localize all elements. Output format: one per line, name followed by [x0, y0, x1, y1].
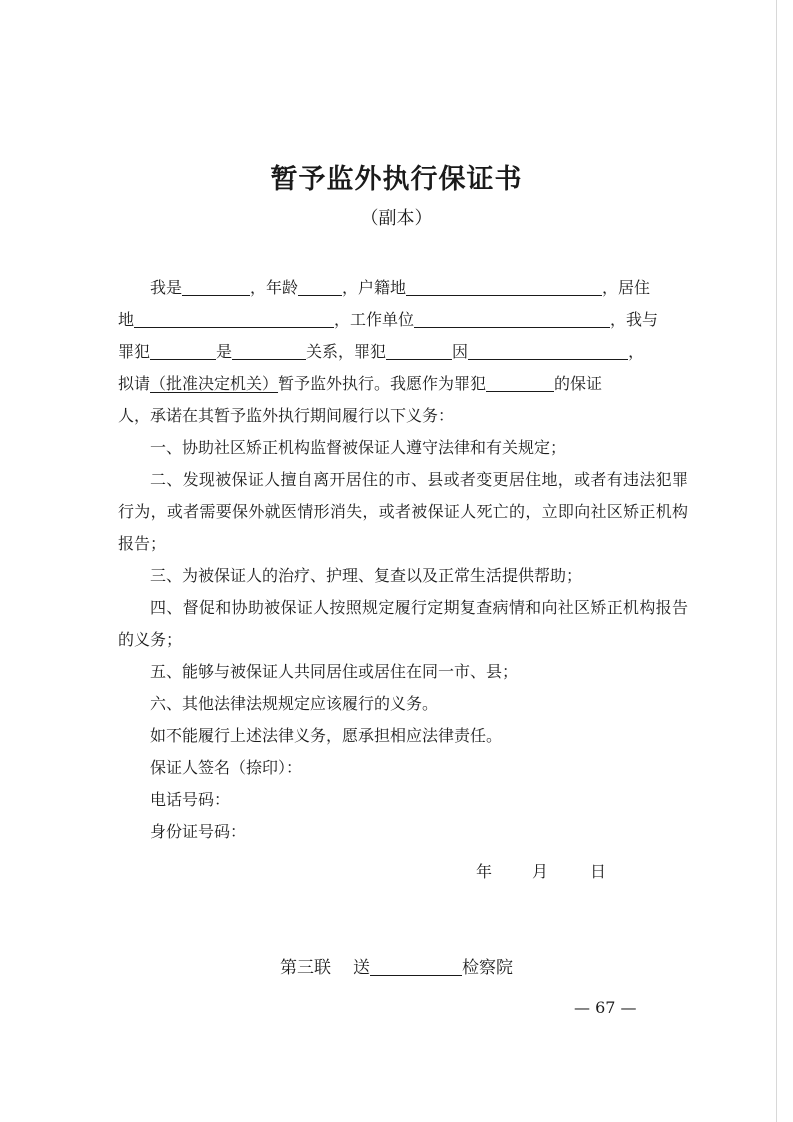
relationship-blank[interactable] [232, 339, 306, 360]
obligation-2: 二、发现被保证人擅自离开居住的市、县或者变更居住地，或者有违法犯罪行为，或者需要保外就医情形消失，或者被保证人死亡的，立即向社区矫正机构报告； [118, 470, 688, 553]
intro-text: 暂予监外执行。我愿作为罪犯 [278, 374, 487, 393]
intro-text: ，户籍地 [342, 278, 407, 297]
obligation-1: 一、协助社区矫正机构监督被保证人遵守法律和有关规定； [150, 438, 567, 457]
obligation-4: 四、督促和协助被保证人按照规定履行定期复查病情和向社区矫正机构报告的义务； [118, 598, 688, 649]
intro-text: 的保证 [554, 374, 603, 393]
intro-text: ，居住 [602, 278, 651, 297]
intro-text: ，工作单位 [334, 310, 415, 329]
date-year[interactable]: 年 [476, 862, 493, 881]
date-day[interactable]: 日 [590, 862, 607, 881]
intro-line-4 [118, 368, 688, 400]
intro-text: ， [628, 342, 645, 361]
document-subtitle: （副本） [360, 208, 433, 229]
criminal-name-blank-2[interactable] [386, 339, 452, 360]
criminal-name-blank[interactable] [150, 339, 216, 360]
guarantor-signature-field[interactable]: 保证人签名（捺印）： [150, 758, 303, 777]
copy-routing-line [0, 955, 793, 981]
intro-text: 我是 [150, 278, 183, 297]
intro-line-2 [118, 304, 688, 336]
document-title: 暂予监外执行保证书 [270, 164, 523, 195]
household-registration-blank[interactable] [406, 275, 602, 296]
criminal-name-blank-3[interactable] [486, 371, 554, 392]
residence-blank[interactable] [134, 307, 334, 328]
name-blank[interactable] [182, 275, 250, 296]
phone-number-field[interactable]: 电话号码： [150, 790, 231, 809]
intro-text: 罪犯 [118, 342, 151, 361]
intro-text: 拟请 [118, 374, 151, 393]
intro-line-1 [118, 272, 688, 304]
send-label: 送 [353, 958, 370, 978]
liability-statement: 如不能履行上述法律义务，愿承担相应法律责任。 [150, 726, 503, 745]
intro-line-5: 人，承诺在其暂予监外执行期间履行以下义务： [118, 406, 455, 425]
intro-text: ，年龄 [250, 278, 299, 297]
intro-text: ，我与 [610, 310, 659, 329]
intro-text: 因 [452, 342, 469, 361]
date-line [476, 860, 606, 884]
document-body [118, 272, 688, 848]
procuratorate-blank[interactable] [370, 955, 462, 976]
procuratorate-label: 检察院 [462, 958, 513, 978]
approving-authority-field[interactable]: （批准决定机关） [150, 374, 279, 393]
id-number-field[interactable]: 身份证号码： [150, 822, 247, 841]
intro-text: 地 [118, 310, 135, 329]
page-number: — 67 — [574, 998, 637, 1017]
age-blank[interactable] [298, 275, 342, 296]
obligation-3: 三、为被保证人的治疗、护理、复查以及正常生活提供帮助； [150, 566, 583, 585]
employer-blank[interactable] [414, 307, 610, 328]
intro-line-3 [118, 336, 688, 368]
reason-blank[interactable] [468, 339, 628, 360]
intro-text: 是 [216, 342, 233, 361]
intro-paragraph [118, 272, 688, 432]
obligation-6: 六、其他法律法规规定应该履行的义务。 [150, 694, 439, 713]
copy-label: 第三联 [280, 958, 331, 978]
intro-text: 关系，罪犯 [306, 342, 387, 361]
date-month[interactable]: 月 [532, 862, 549, 881]
obligation-5: 五、能够与被保证人共同居住或居住在同一市、县； [150, 662, 519, 681]
